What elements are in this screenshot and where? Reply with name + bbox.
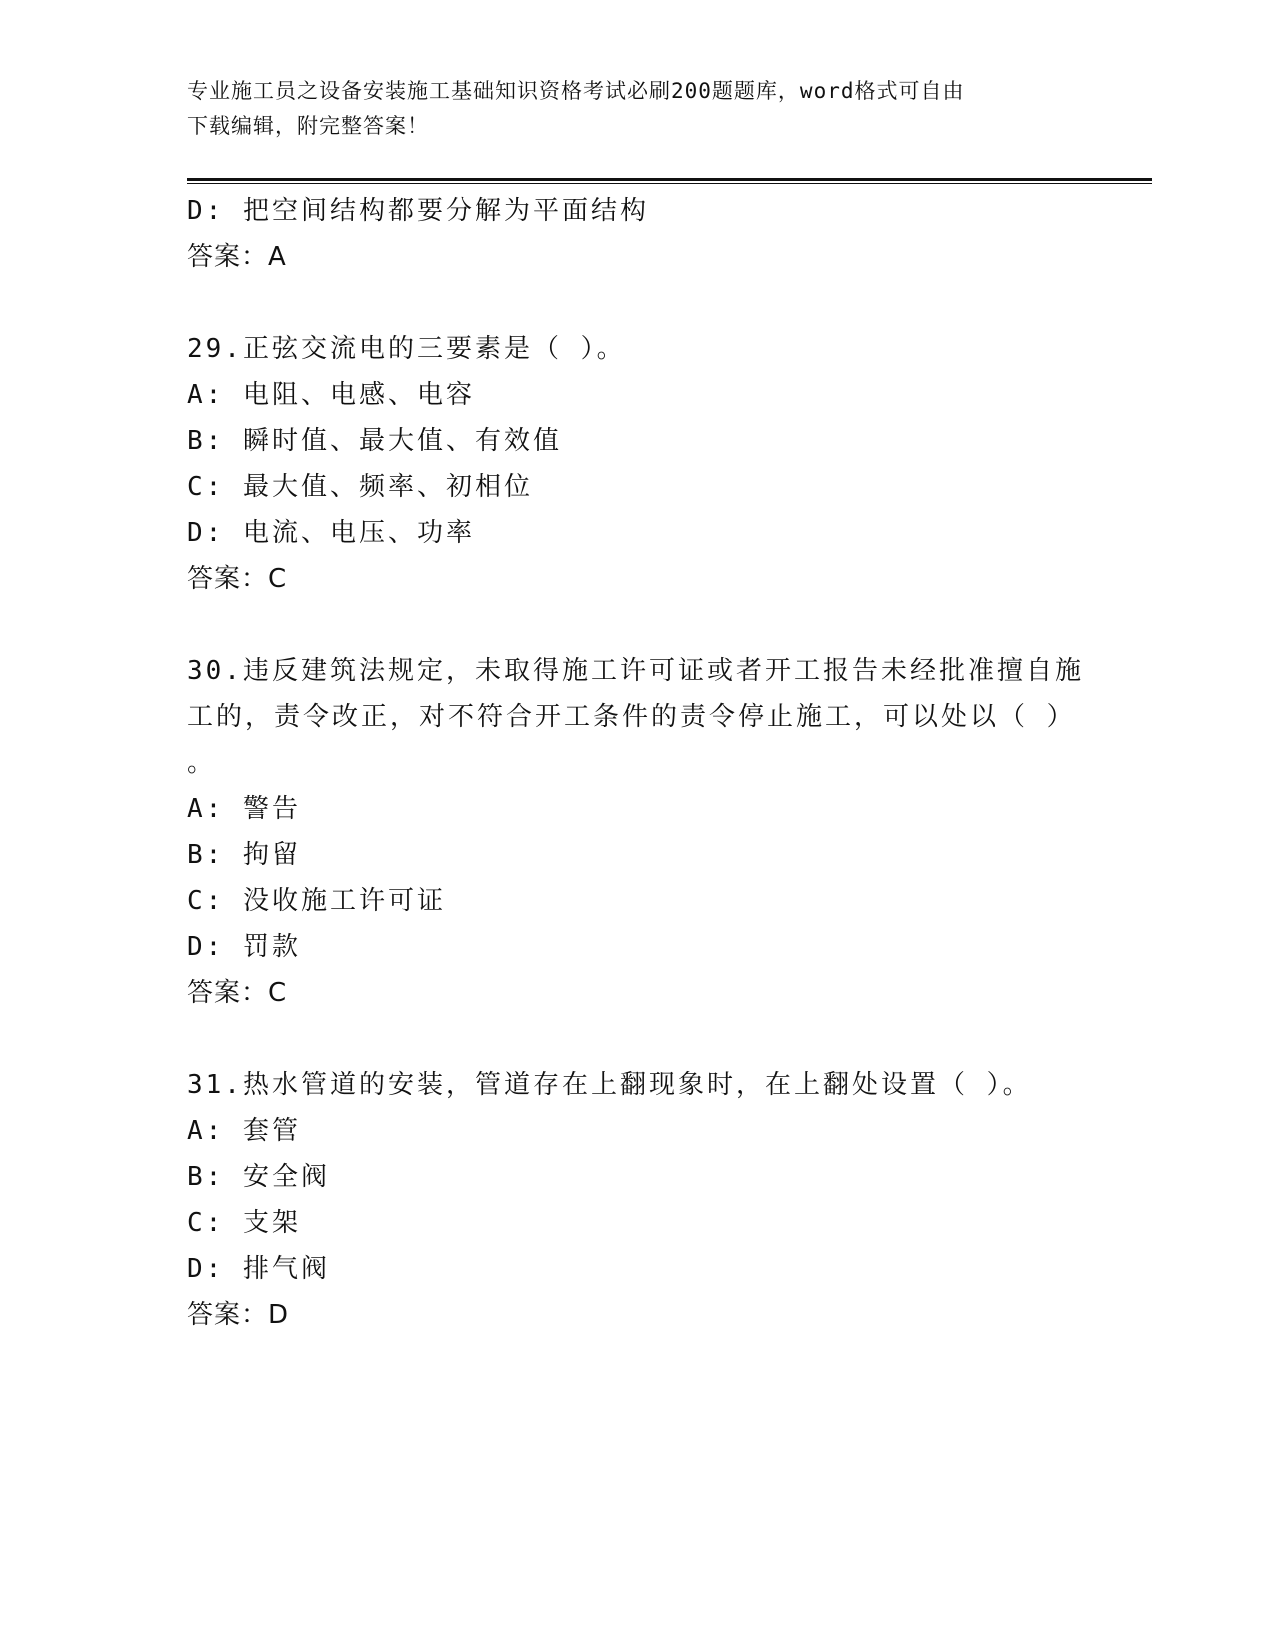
header-line-2: 下载编辑，附完整答案！: [187, 114, 429, 138]
question-stem: 29.正弦交流电的三要素是（ ）。: [187, 334, 626, 364]
option-c: C: 支架: [187, 1208, 301, 1238]
option-a: A: 套管: [187, 1116, 301, 1146]
question-stem: 31.热水管道的安装，管道存在上翻现象时，在上翻处设置（ ）。: [187, 1070, 1032, 1100]
document-header: [187, 74, 1067, 144]
answer-line: 答案：C: [187, 564, 288, 594]
answer-line: 答案：D: [187, 1300, 290, 1330]
header-rule-thin: [187, 183, 1152, 184]
answer-line: 答案：A: [187, 242, 287, 272]
header-line-1: 专业施工员之设备安装施工基础知识资格考试必刷200题题库，word格式可自由: [187, 79, 965, 103]
option-a: A: 警告: [187, 794, 301, 824]
previous-question-tail: [187, 188, 1087, 280]
answer-line: 答案：C: [187, 978, 288, 1008]
header-rule-thick: [187, 178, 1152, 181]
question-list: [187, 188, 1087, 1338]
option-d: D: 把空间结构都要分解为平面结构: [187, 196, 649, 226]
option-b: B: 瞬时值、最大值、有效值: [187, 426, 562, 456]
option-c: C: 没收施工许可证: [187, 886, 446, 916]
spacer: [187, 602, 1087, 648]
question-30: [187, 648, 1087, 1016]
spacer: [187, 1016, 1087, 1062]
question-stem-line-2: 工的，责令改正，对不符合开工条件的责令停止施工，可以处以（ ）: [187, 702, 1076, 732]
option-d: D: 罚款: [187, 932, 301, 962]
spacer: [187, 280, 1087, 326]
question-29: [187, 326, 1087, 602]
question-stem-line-3: 。: [187, 748, 217, 778]
option-a: A: 电阻、电感、电容: [187, 380, 475, 410]
option-b: B: 拘留: [187, 840, 301, 870]
question-31: [187, 1062, 1087, 1338]
question-stem-line-1: 30.违反建筑法规定，未取得施工许可证或者开工报告未经批准擅自施: [187, 656, 1084, 686]
option-d: D: 电流、电压、功率: [187, 518, 475, 548]
option-d: D: 排气阀: [187, 1254, 330, 1284]
option-b: B: 安全阀: [187, 1162, 330, 1192]
option-c: C: 最大值、频率、初相位: [187, 472, 533, 502]
